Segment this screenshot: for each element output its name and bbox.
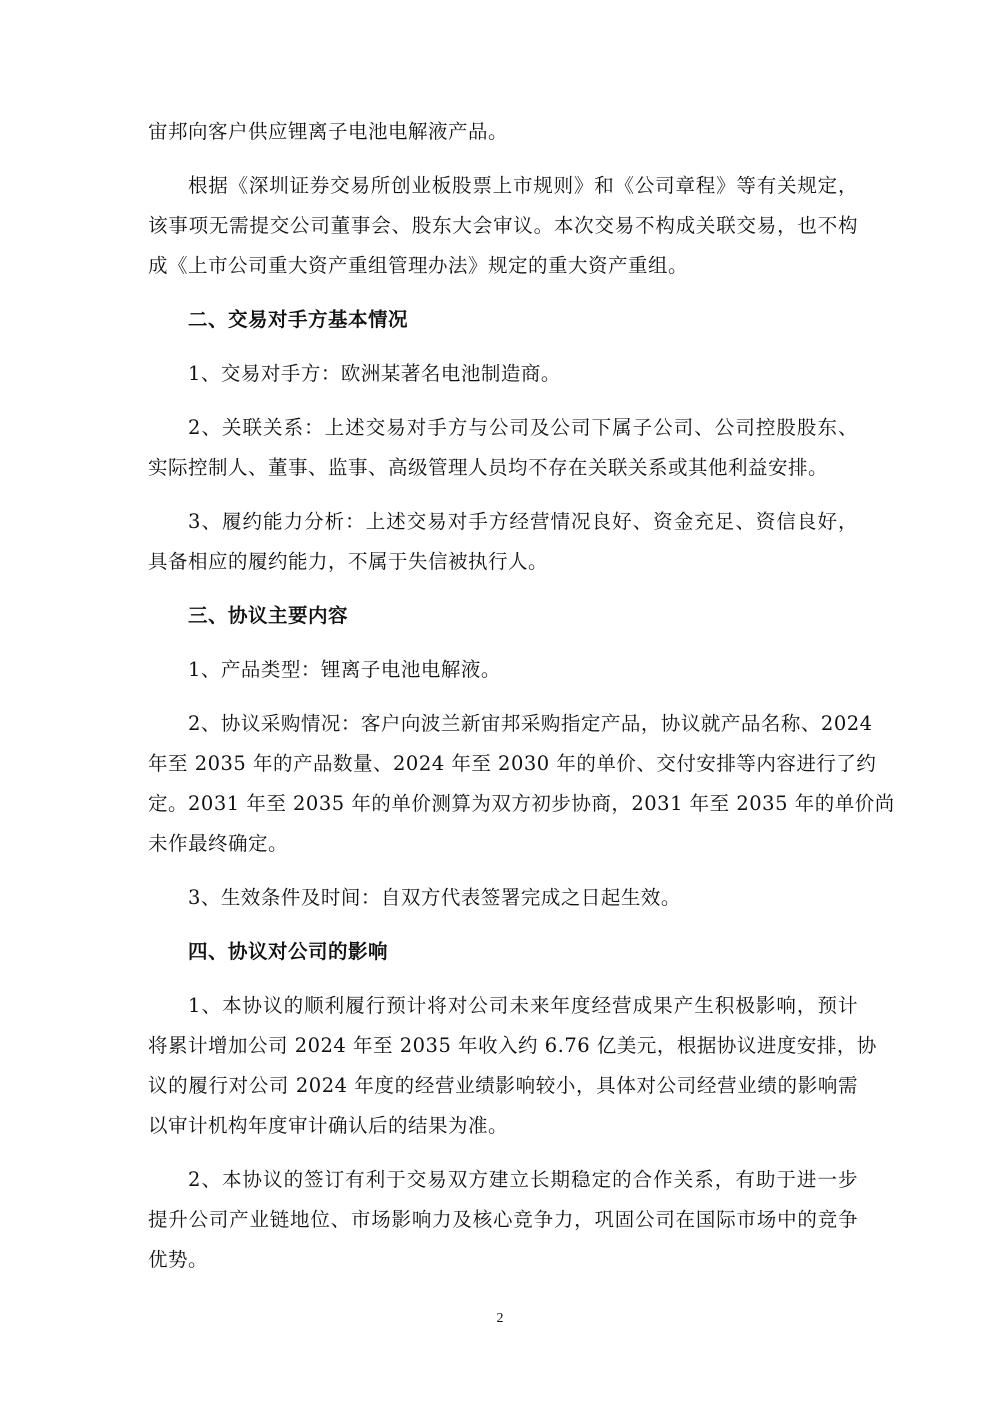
section-3-item-2 [148, 704, 895, 864]
page-number: 2 [496, 1311, 504, 1326]
paragraph-line: 根据《深圳证券交易所创业板股票上市规则》和《公司章程》等有关规定， [188, 174, 858, 197]
section-4-item-1 [148, 986, 877, 1146]
section-2-item-3 [148, 502, 858, 582]
paragraph-line: 成《上市公司重大资产重组管理办法》规定的重大资产重组。 [148, 254, 689, 277]
section-3-item-1: 1、产品类型：锂离子电池电解液。 [188, 658, 501, 681]
intro-tail-line: 宙邦向客户供应锂离子电池电解液产品。 [148, 120, 509, 143]
section-2-item-2 [148, 408, 858, 488]
paragraph-line: 1、本协议的顺利履行预计将对公司未来年度经营成果产生积极影响，预计 [188, 994, 858, 1017]
section-2-item-1: 1、交易对手方：欧洲某著名电池制造商。 [188, 362, 561, 385]
paragraph-line: 该事项无需提交公司董事会、股东大会审议。本次交易不构成关联交易，也不构 [148, 214, 858, 237]
paragraph-line: 具备相应的履约能力，不属于失信被执行人。 [148, 550, 549, 573]
paragraph-line: 提升公司产业链地位、市场影响力及核心竞争力，巩固公司在国际市场中的竞争 [148, 1208, 858, 1231]
section-2-heading: 二、交易对手方基本情况 [188, 308, 409, 331]
section-3-heading: 三、协议主要内容 [188, 604, 349, 627]
section-3-item-3: 3、生效条件及时间：自双方代表签署完成之日起生效。 [188, 886, 681, 909]
section-4-item-2 [148, 1160, 858, 1280]
paragraph-line: 优势。 [148, 1248, 209, 1271]
paragraph-line: 以审计机构年度审计确认后的结果为准。 [148, 1114, 509, 1137]
paragraph-line: 实际控制人、董事、监事、高级管理人员均不存在关联关系或其他利益安排。 [148, 456, 829, 479]
paragraph-line: 2、协议采购情况：客户向波兰新宙邦采购指定产品，协议就产品名称、2024 [188, 712, 873, 735]
paragraph-line: 定。2031 年至 2035 年的单价测算为双方初步协商，2031 年至 2035 年的单价尚 [148, 792, 895, 815]
paragraph-line: 未作最终确定。 [148, 832, 289, 855]
document-body [148, 112, 895, 1280]
regulation-paragraph [148, 166, 858, 286]
paragraph-line: 年至 2035 年的产品数量、2024 年至 2030 年的单价、交付安排等内容进行了约 [148, 752, 877, 775]
paragraph-line: 2、本协议的签订有利于交易双方建立长期稳定的合作关系，有助于进一步 [188, 1168, 858, 1191]
paragraph-line: 将累计增加公司 2024 年至 2035 年收入约 6.76 亿美元，根据协议进度安排，协 [148, 1034, 877, 1057]
paragraph-line: 议的履行对公司 2024 年度的经营业绩影响较小，具体对公司经营业绩的影响需 [148, 1074, 858, 1097]
section-4-heading: 四、协议对公司的影响 [188, 940, 389, 963]
paragraph-line: 3、履约能力分析：上述交易对手方经营情况良好、资金充足、资信良好， [188, 510, 858, 533]
paragraph-line: 2、关联关系：上述交易对手方与公司及公司下属子公司、公司控股股东、 [188, 416, 858, 439]
